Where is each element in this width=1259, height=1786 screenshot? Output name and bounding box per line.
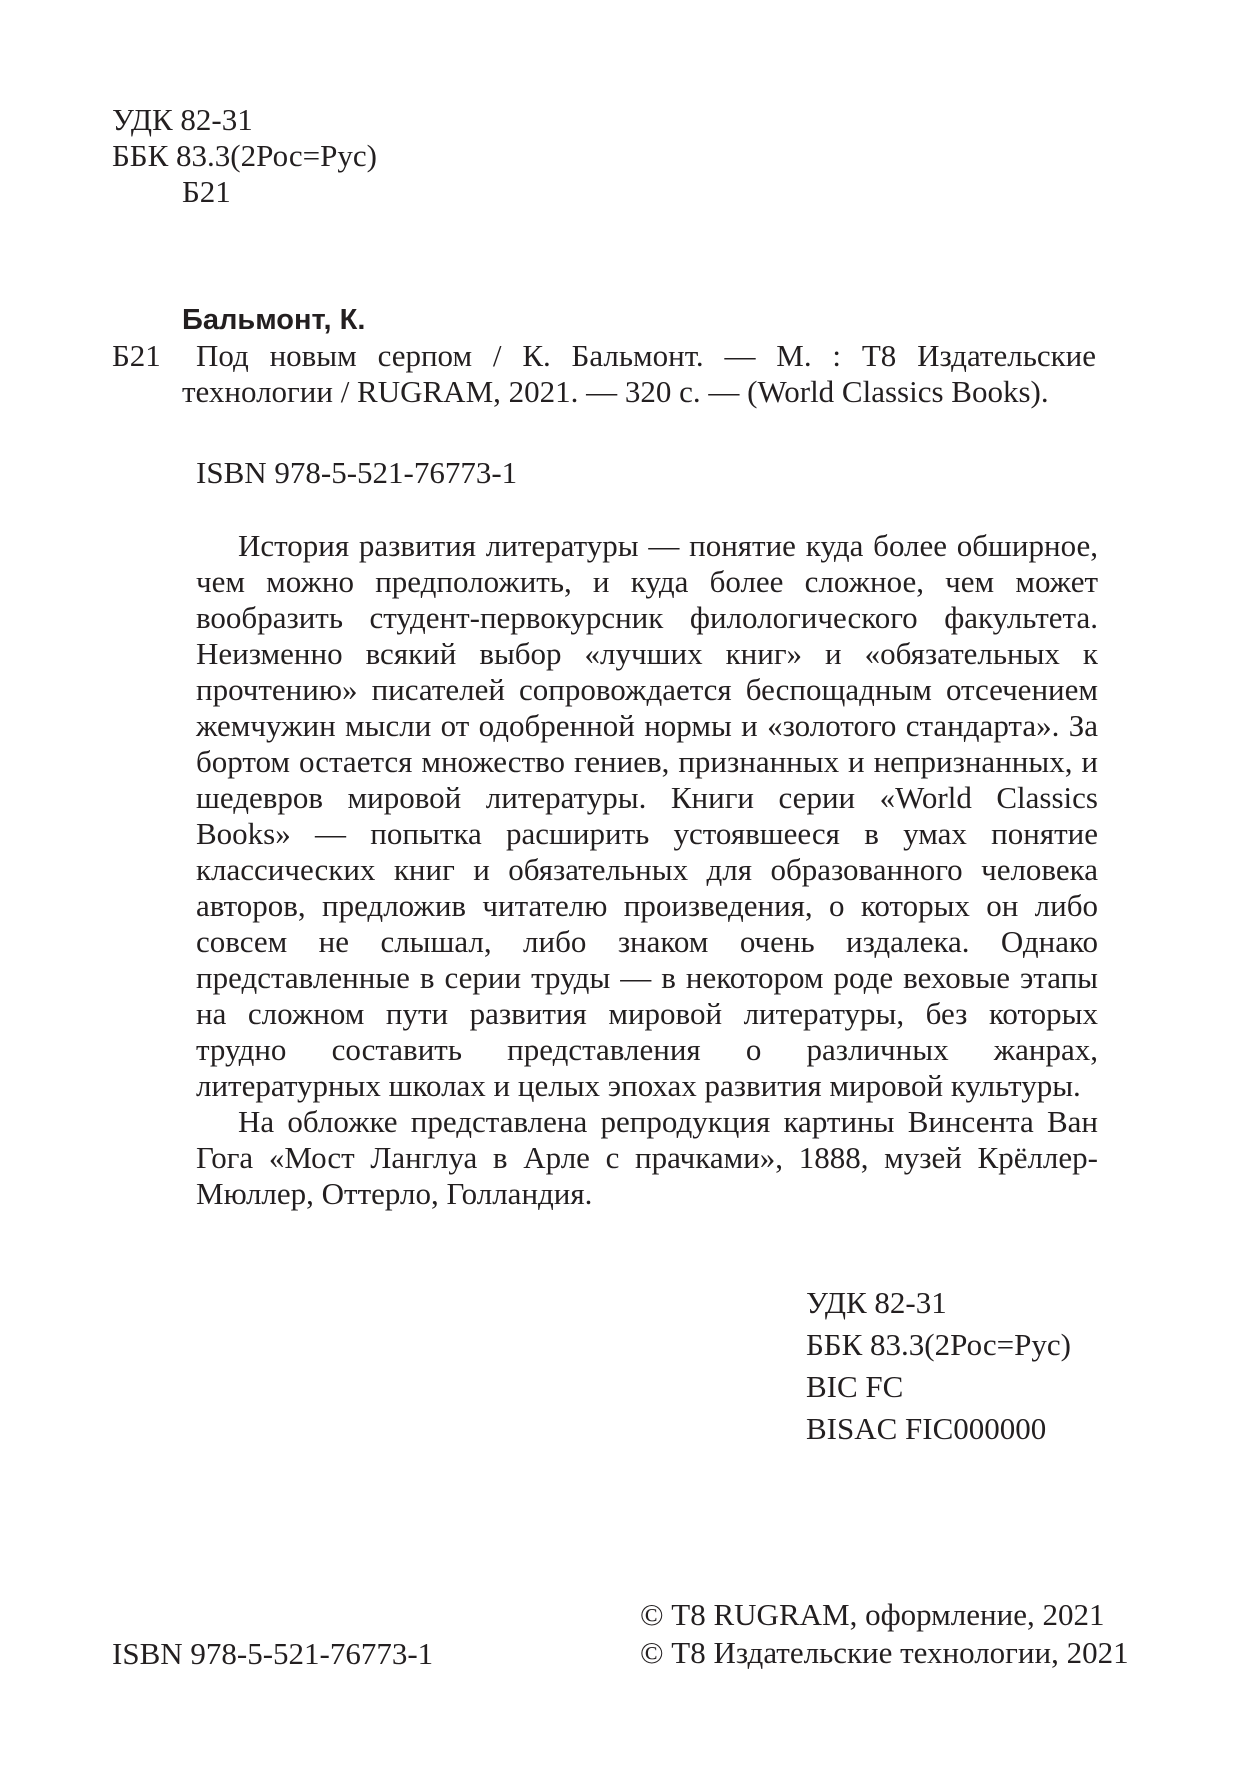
isbn-main: ISBN 978-5-521-76773-1 [196, 455, 518, 490]
bottom-bisac-code: BISAC FIC000000 [806, 1411, 1047, 1446]
annotation-paragraph-2: На обложке представлена репродукция картины Винсента Ван Гога «Мост Ланглуа в Арле с прачками», 1888, музей Крёллер-Мюллер, Оттерло, Голландия. [196, 1104, 1098, 1211]
copyright-line-2: © Т8 Издательские технологии, 2021 [640, 1635, 1129, 1670]
bibliographic-line-2: технологии / RUGRAM, 2021. — 320 с. — (World Classics Books). [182, 374, 1049, 409]
top-bbk-code: ББК 83.3(2Рос=Рус) [112, 138, 377, 173]
bottom-classification-codes [806, 1282, 1071, 1450]
author-heading: Бальмонт, К. [182, 304, 366, 336]
bibliographic-line-1: Под новым серпом / К. Бальмонт. — М. : Т8 Издательские [196, 338, 1096, 373]
isbn-bottom: ISBN 978-5-521-76773-1 [112, 1636, 434, 1671]
copyright-line-1: © Т8 RUGRAM, оформление, 2021 [640, 1597, 1105, 1632]
bottom-bic-code: BIC FC [806, 1369, 904, 1404]
top-classification-codes [112, 102, 377, 210]
top-udk-code: УДК 82-31 [112, 102, 253, 137]
catalog-author-mark: Б21 [112, 338, 161, 373]
bottom-bbk-code: ББК 83.3(2Рос=Рус) [806, 1327, 1071, 1362]
copyright-notice [640, 1596, 1129, 1672]
bibliographic-description [182, 338, 1096, 410]
annotation [196, 528, 1098, 1212]
annotation-paragraph-1: История развития литературы — понятие куда более обширное, чем можно предположить, и куда более сложное, чем может вообразить студент-первокурсник филологического факультета. Неизменно всякий выбор «лучших книг» и «обязательных к прочтению» писателей сопровождается беспощадным отсечением жемчужин мысли от одобренной нормы и «золотого стандарта». За бортом остается множество гениев, признанных и непризнанных, и шедевров мировой литературы. Книги серии «World Classics Books» — попытка расширить устоявшееся в умах понятие классических книг и обязательных для образованного человека авторов, предложив читателю произведения, о которых он либо совсем не слышал, либо знаком очень издалека. Однако представленные в серии труды — в некотором роде веховые этапы на сложном пути развития мировой литературы, без которых трудно составить представления о различных жанрах, литературных школах и целых эпохах развития мировой культуры. [196, 528, 1098, 1103]
top-author-mark: Б21 [182, 174, 231, 209]
bottom-udk-code: УДК 82-31 [806, 1285, 947, 1320]
